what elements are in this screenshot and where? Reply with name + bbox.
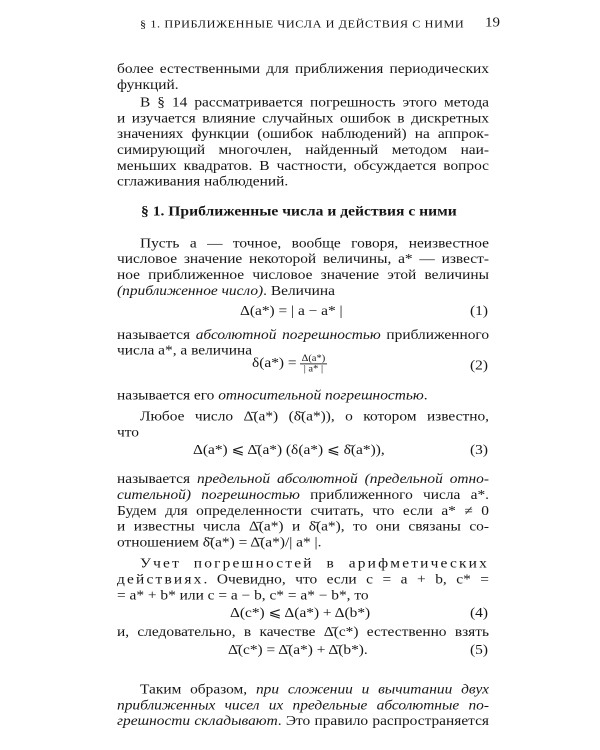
text-line-spaced: Учет погрешностей в арифметических xyxy=(140,556,489,572)
equation-1: Δ(a*) = | a − a* | xyxy=(240,303,343,319)
term-limit-error: предельной абсолютной (предельной отно- xyxy=(197,471,489,487)
equation-number-3: (3) xyxy=(470,442,488,458)
equation-5: Δ̄(c*) = Δ̄(a*) + Δ̄(b*). xyxy=(228,642,368,658)
equation-2 xyxy=(252,354,327,374)
text-line xyxy=(117,283,489,299)
text-line: Пусть a — точное, вообще говоря, неизвестное xyxy=(140,235,489,251)
text-line: что xyxy=(117,425,139,440)
text-line xyxy=(117,698,489,714)
text-line: числа a*, а величина xyxy=(117,343,253,359)
text-fragment: приближенного числа a*. xyxy=(299,487,489,503)
text-line: В § 14 рассматривается погрешность этого метода xyxy=(140,95,489,110)
equation-2-lhs: δ(a*) = xyxy=(252,355,297,371)
term-limit-error-cont: сительной) погрешностью xyxy=(117,487,300,503)
text-fragment: называется xyxy=(117,471,198,487)
text-fragment: . Это правило распространяется xyxy=(277,713,489,729)
text-line-last: сглаживания наблюдений. xyxy=(117,174,289,190)
term-sum-rule: при сложении и вычитании двух xyxy=(255,682,490,697)
text-line: меньших квадратов. В частности, обсуждается вопрос xyxy=(117,158,489,174)
spaced-heading-fragment: действиях xyxy=(117,572,204,587)
running-head xyxy=(140,15,500,31)
running-head-title: § 1. ПРИБЛИЖЕННЫЕ ЧИСЛА И ДЕЙСТВИЯ С НИМИ xyxy=(140,17,465,30)
text-fragment: называется его xyxy=(117,388,219,404)
term-absolute-error: абсолютной погрешностью xyxy=(195,327,381,343)
text-line xyxy=(117,388,489,404)
text-line xyxy=(140,682,489,698)
text-line xyxy=(117,714,489,730)
equation-number-2: (2) xyxy=(470,358,488,374)
text-line: числовое значение некоторой величины, a* — извест- xyxy=(117,251,489,267)
text-line: = a* + b* или c = a − b, c* = a* − b*, то xyxy=(117,587,369,603)
text-line: отношением δ̄(a*) = Δ̄(a*)/| a* |. xyxy=(117,535,322,550)
text-fragment: . Очевидно, что если c = a + b, c* = xyxy=(203,572,489,587)
text-line: значениях функции (ошибок наблюдений) на аппрок- xyxy=(117,126,489,142)
fraction-denominator: | a* | xyxy=(303,364,324,374)
text-line: более естественными для приближения периодических xyxy=(117,61,489,77)
text-fragment: . xyxy=(423,388,428,404)
text-line xyxy=(117,327,489,343)
text-fragment: называется xyxy=(117,327,196,343)
text-line: функций. xyxy=(117,77,179,93)
equation-2-fraction xyxy=(300,354,328,374)
text-line: Будем для определенности считать, что если a* ≠ 0 xyxy=(117,503,489,519)
text-line: симирующий многочлен, найденный методом наи- xyxy=(117,142,489,158)
equation-3: Δ(a*) ⩽ Δ̄(a*) (δ(a*) ⩽ δ̄(a*)), xyxy=(193,442,385,458)
text-fragment: приближенного xyxy=(380,327,490,343)
term-relative-error: относительной погрешностью xyxy=(218,388,424,404)
equation-number-1: (1) xyxy=(470,303,488,319)
text-fragment: Таким образом, xyxy=(140,682,256,697)
term-approximate-number: (приближенное число) xyxy=(117,283,264,299)
equation-4: Δ(c*) ⩽ Δ(a*) + Δ(b*) xyxy=(230,605,371,621)
text-line xyxy=(117,572,489,588)
equation-number-4: (4) xyxy=(470,605,488,621)
text-line: ное приближенное числовое значение этой величины xyxy=(117,267,489,283)
text-line: и известны числа Δ̄(a*) и δ̄(a*), то они связаны со- xyxy=(117,519,489,535)
text-fragment: . Величина xyxy=(263,283,335,299)
text-line: и изучается влияние случайных ошибок в дискретных xyxy=(117,110,489,126)
term-sum-rule-cont: приближенных чисел их предельные абсолютные по- xyxy=(117,697,489,713)
text-line: Любое число Δ̄(a*) (δ̄(a*)), о котором известно, xyxy=(140,409,489,425)
equation-number-5: (5) xyxy=(470,642,488,658)
page-number: 19 xyxy=(485,15,500,30)
term-sum-rule-end: грешности складывают xyxy=(117,713,278,729)
section-title: § 1. Приближенные числа и действия с ними xyxy=(141,204,457,220)
text-line xyxy=(117,488,489,504)
text-line xyxy=(117,472,489,488)
text-line: и, следовательно, в качестве Δ̄(c*) естественно взять xyxy=(117,624,489,640)
fraction-numerator: Δ(a*) xyxy=(301,353,326,364)
